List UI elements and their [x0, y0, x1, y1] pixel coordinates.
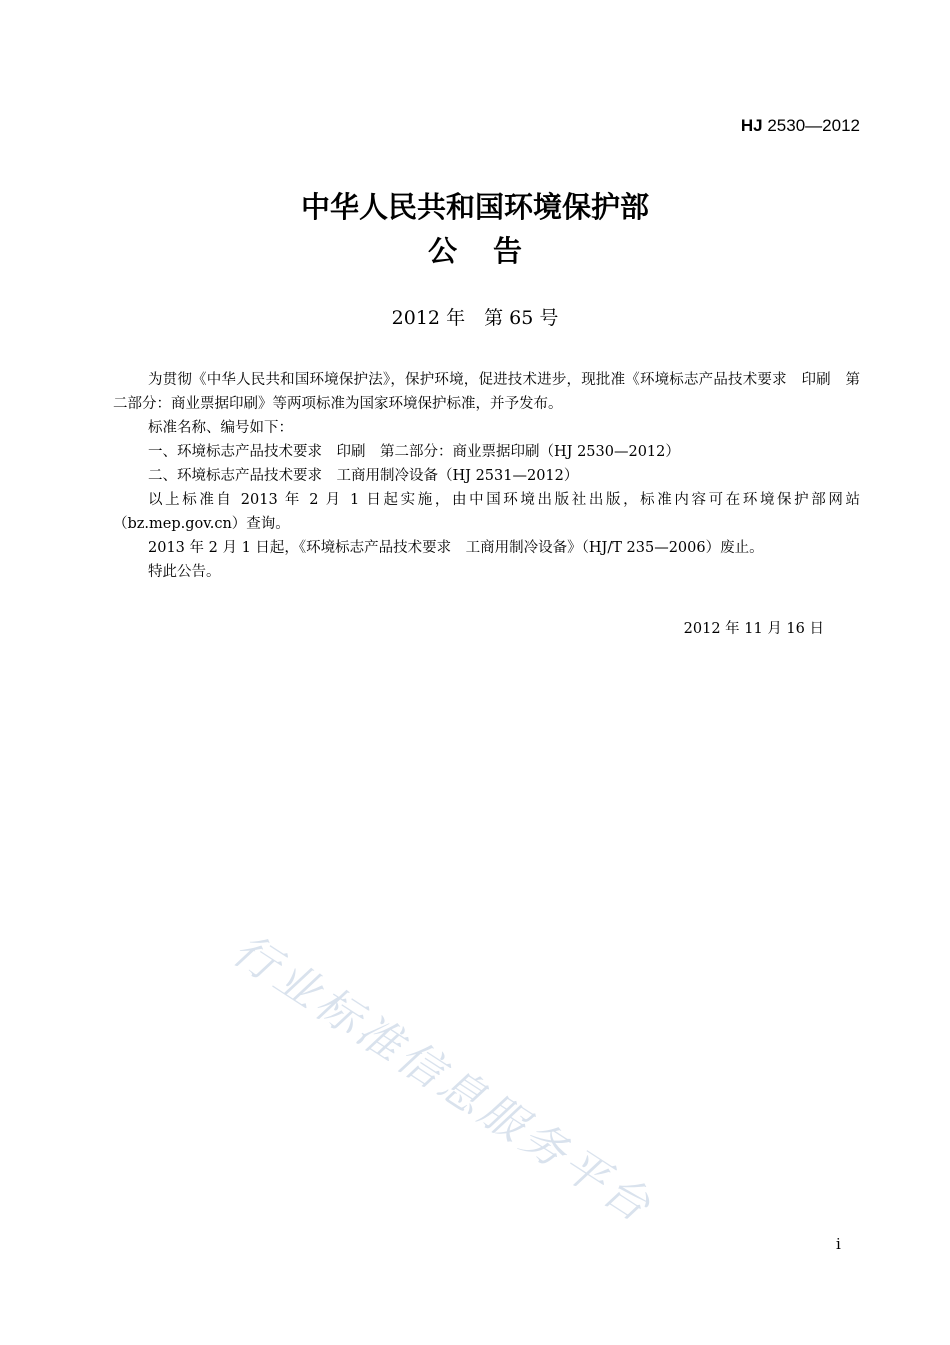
standard-code [741, 116, 860, 136]
issue-number: 2012 年 第 65 号 [391, 307, 559, 329]
body-paragraph-list-heading: 标准名称、编号如下： [148, 420, 293, 436]
body-paragraph-repeal: 2013 年 2 月 1 日起，《环境标志产品技术要求 工商用制冷设备》（HJ/T 235—2006）废止。 [148, 540, 764, 556]
page-number: i [836, 1235, 841, 1253]
announcement-body [113, 368, 860, 584]
body-paragraph-effective-date: 以上标准自 2013 年 2 月 1 日起实施，由中国环境出版社出版，标准内容可在环境保护部网站（bz.mep.gov.cn）查询。 [113, 492, 860, 532]
standard-code-number: 2530—2012 [762, 116, 860, 135]
announcement-title: 公告 [427, 234, 558, 268]
body-paragraph-standard-2: 二、环境标志产品技术要求 工商用制冷设备（HJ 2531—2012） [148, 468, 579, 484]
announcement-date: 2012 年 11 月 16 日 [683, 621, 824, 637]
body-paragraph-closing: 特此公告。 [148, 564, 221, 580]
body-paragraph-intro: 为贯彻《中华人民共和国环境保护法》，保护环境，促进技术进步，现批准《环境标志产品技术要求 印刷 第二部分：商业票据印刷》等两项标准为国家环境保护标准，并予发布。 [113, 372, 860, 412]
body-paragraph-standard-1: 一、环境标志产品技术要求 印刷 第二部分：商业票据印刷（HJ 2530—2012） [148, 444, 680, 460]
standard-code-prefix: HJ [740, 116, 763, 135]
watermark: 行业标准信息服务平台 [223, 924, 663, 1235]
issuer-title: 中华人民共和国环境保护部 [300, 190, 649, 224]
